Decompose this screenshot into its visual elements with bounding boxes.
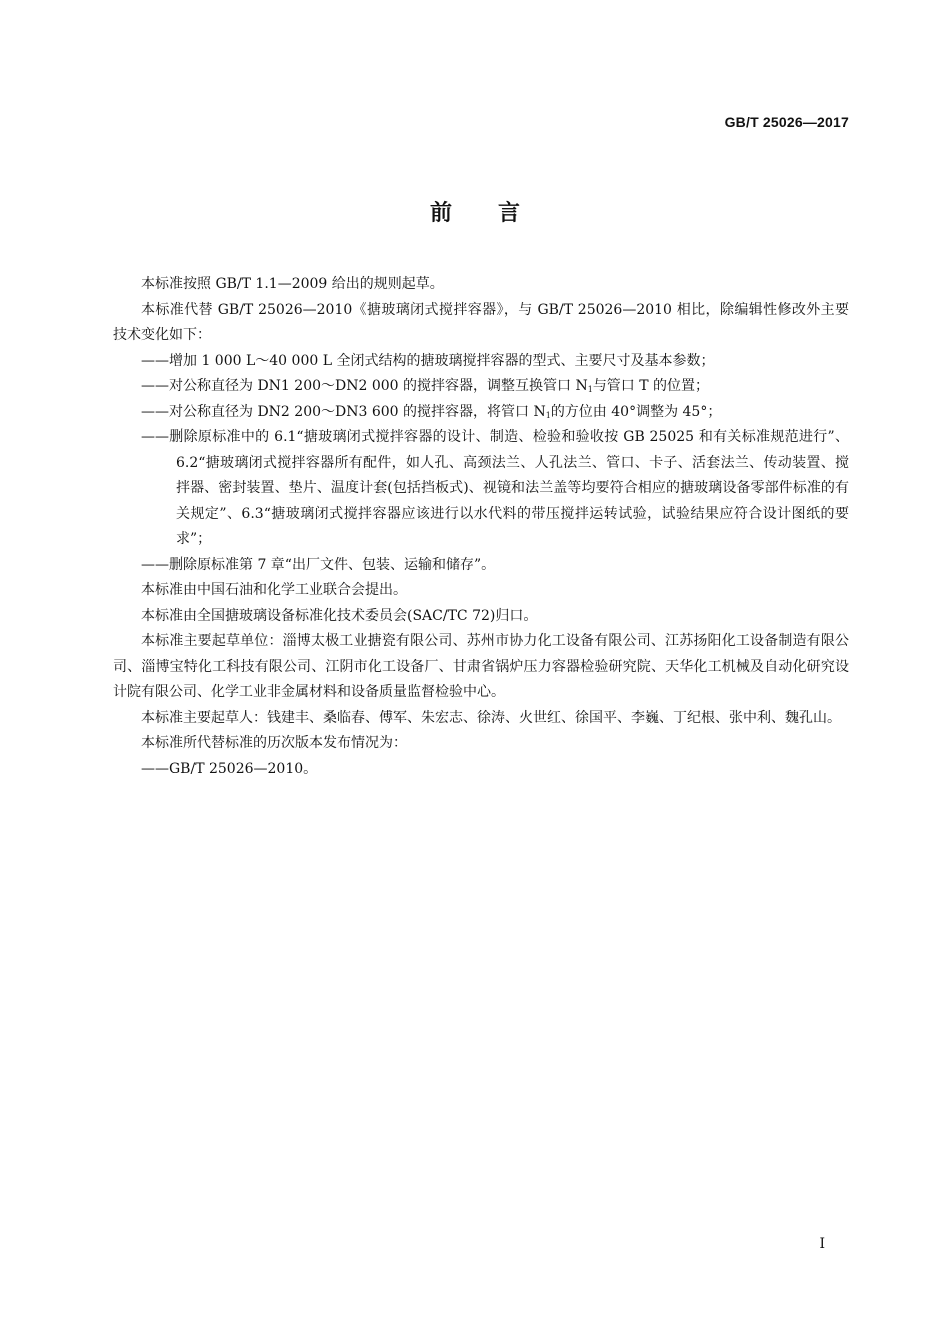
list-item-history-1: ——GB/T 25026—2010。 (141, 760, 318, 777)
page-title: 前言 (429, 201, 566, 226)
change-3-text-b: 的方位由 40°调整为 45°； (550, 403, 722, 420)
paragraph-committee: 本标准由全国搪玻璃设备标准化技术委员会(SAC/TC 72)归口。 (141, 607, 538, 624)
paragraph-drafting-rules: 本标准按照 GB/T 1.1—2009 给出的规则起草。 (141, 276, 444, 292)
change-2-subscript: 1 (587, 385, 593, 394)
paragraph-replacement: 本标准代替 GB/T 25026—2010《搪玻璃闭式搅拌容器》，与 GB/T 25026—2010 相比，除编辑性修改外主要技术变化如下： (113, 301, 849, 343)
standard-code: GB/T 25026—2017 (724, 114, 849, 130)
list-item-change-1: ——增加 1 000 L～40 000 L 全闭式结构的搪玻璃搅拌容器的型式、主要尺寸及基本参数； (141, 352, 715, 369)
list-item-change-2 (113, 374, 849, 400)
document-body (113, 272, 849, 782)
paragraph-drafting-units: 本标准主要起草单位：淄博太极工业搪瓷有限公司、苏州市协力化工设备有限公司、江苏扬阳化工设备制造有限公司、淄博宝特化工科技有限公司、江阴市化工设备厂、甘肃省锅炉压力容器检验研究院、天华化工机械及自动化研究设计院有限公司、化学工业非金属材料和设备质量监督检验中心。 (113, 633, 849, 700)
paragraph-history: 本标准所代替标准的历次版本发布情况为： (141, 735, 407, 751)
list-item-change-5: ——删除原标准第 7 章“出厂文件、包装、运输和储存”。 (141, 556, 496, 573)
list-item-change-3 (113, 400, 849, 426)
change-2-text-b: 与管口 T 的位置； (592, 378, 710, 394)
change-3-subscript: 1 (545, 410, 551, 420)
page-number: I (819, 1236, 825, 1252)
change-2-text-a: ——对公称直径为 DN1 200～DN2 000 的搅拌容器，调整互换管口 N (141, 378, 588, 394)
change-3-text-a: ——对公称直径为 DN2 200～DN3 600 的搅拌容器，将管口 N (141, 403, 546, 420)
paragraph-proposer: 本标准由中国石油和化学工业联合会提出。 (141, 582, 407, 598)
list-item-change-4: ——删除原标准中的 6.1“搪玻璃闭式搅拌容器的设计、制造、检验和验收按 GB 25025 和有关标准规范进行”、6.2“搪玻璃闭式搅拌容器所有配件，如人孔、高颈法兰、人孔法兰、管口、卡子、活套法兰、传动装置、搅拌器、密封装置、垫片、温度计套(包括挡板式)、视镜和法兰盖等均要符合相应的搪玻璃设备零部件标准的有关规定”、6.3“搪玻璃闭式搅拌容器应该进行以水代料的带压搅拌运转试验，试验结果应符合设计图纸的要求”； (141, 429, 849, 547)
paragraph-drafters: 本标准主要起草人：钱建丰、桑临春、傅军、朱宏志、徐涛、火世红、徐国平、李巍、丁纪根、张中利、魏孔山。 (141, 709, 841, 726)
